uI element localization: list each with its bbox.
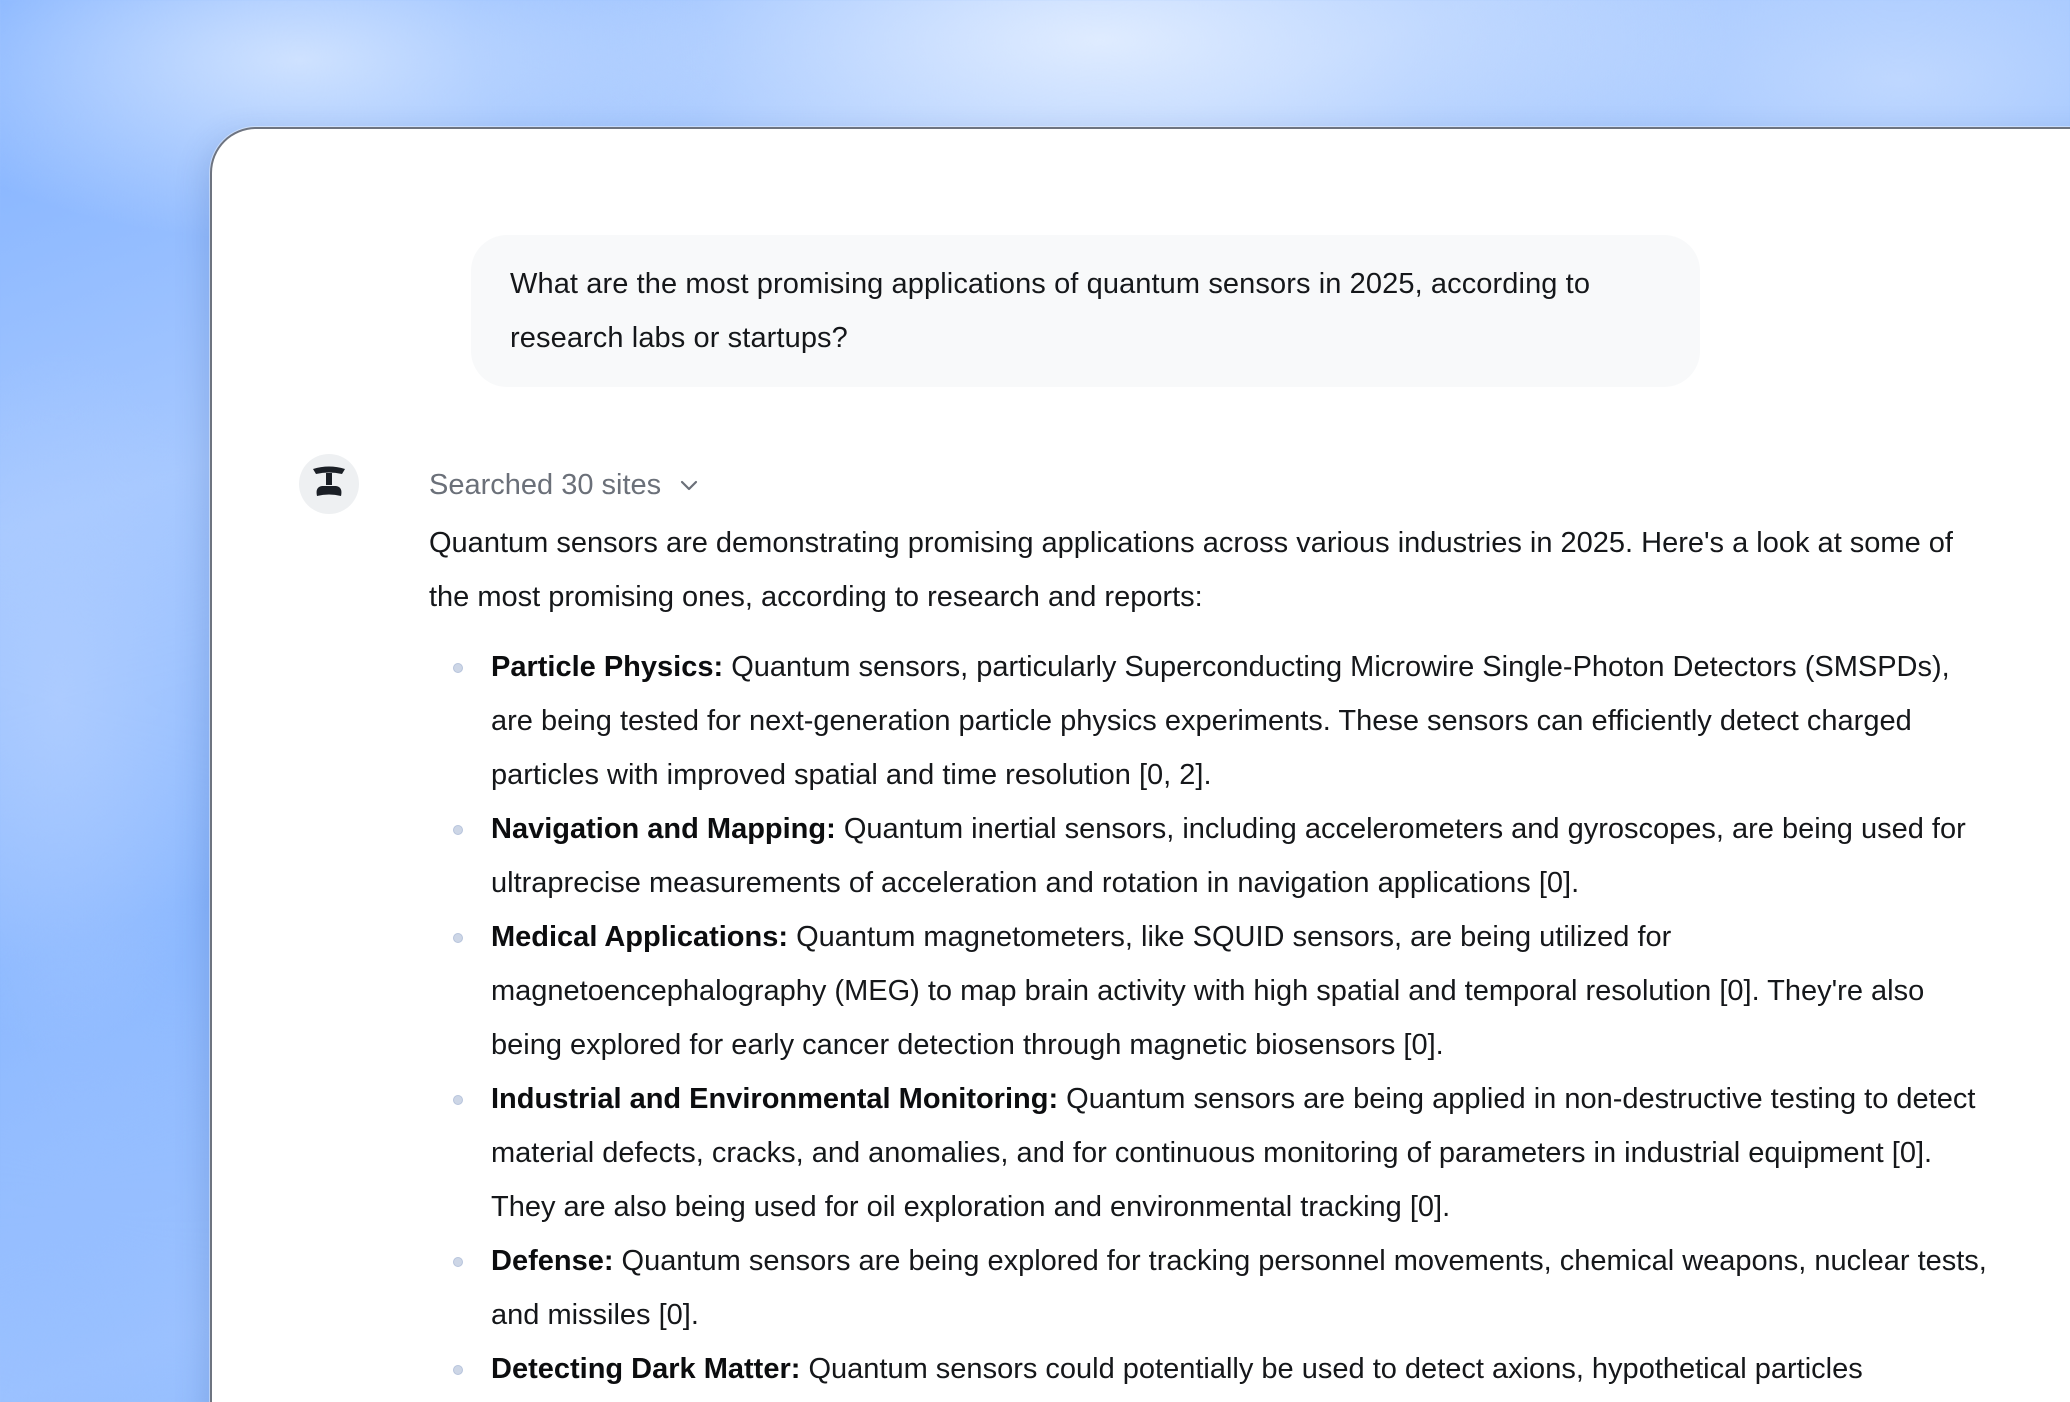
bullet-icon xyxy=(453,1257,463,1267)
assistant-logo-icon xyxy=(311,465,347,504)
searched-sites-label: Searched 30 sites xyxy=(429,468,662,501)
list-item xyxy=(429,802,1989,910)
item-text: Quantum sensors could potentially be used to detect axions, hypothetical particles xyxy=(800,1353,1863,1385)
item-title: Medical Applications: xyxy=(491,921,789,953)
user-message-text: What are the most promising applications of quantum sensors in 2025, according to research labs or startups? xyxy=(510,268,1591,354)
item-title: Navigation and Mapping: xyxy=(491,813,836,845)
item-title: Industrial and Environmental Monitoring: xyxy=(491,1083,1059,1115)
chat-window xyxy=(210,127,2070,1402)
assistant-content xyxy=(429,454,1989,1396)
assistant-avatar xyxy=(299,454,359,514)
user-message-bubble xyxy=(471,235,1700,387)
list-item xyxy=(429,1072,1989,1234)
list-item xyxy=(429,910,1989,1072)
list-item xyxy=(429,1234,1989,1342)
item-text: Quantum inertial sensors, including accelerometers and gyroscopes, are being used for ultraprecise measurements of acceleration and rotation in navigation applications [0]. xyxy=(491,813,1966,899)
item-title: Particle Physics: xyxy=(491,651,724,683)
bullet-icon xyxy=(453,1095,463,1105)
item-title: Defense: xyxy=(491,1245,614,1277)
bullet-icon xyxy=(453,933,463,943)
assistant-intro: Quantum sensors are demonstrating promising applications across various industries in 2025. Here's a look at some of the most promising ones, according to research and reports: xyxy=(429,527,1953,613)
item-text: Quantum sensors, particularly Superconducting Microwire Single-Photon Detectors (SMSPDs), are being tested for next-generation particle physics experiments. These sensors can efficiently detect charged particles with improved spatial and time resolution [0, 2]. xyxy=(491,651,1950,791)
chevron-down-icon xyxy=(677,473,701,497)
item-text: Quantum magnetometers, like SQUID sensors, are being utilized for magnetoencephalography (MEG) to map brain activity with high spatial and temporal resolution [0]. They're also being explored for early cancer detection through magnetic biosensors [0]. xyxy=(491,921,1925,1061)
bullet-icon xyxy=(453,663,463,673)
bullet-icon xyxy=(453,1365,463,1375)
searched-sites-toggle[interactable] xyxy=(429,454,1989,516)
item-text: Quantum sensors are being explored for tracking personnel movements, chemical weapons, nuclear tests, and missiles [0]. xyxy=(491,1245,1987,1331)
bullet-icon xyxy=(453,825,463,835)
applications-list xyxy=(429,640,1989,1396)
item-text: Quantum sensors are being applied in non-destructive testing to detect material defects, cracks, and anomalies, and for continuous monitoring of parameters in industrial equipment [0]. They are also being used for oil exploration and environmental tracking [0]. xyxy=(491,1083,1976,1223)
list-item xyxy=(429,640,1989,802)
list-item xyxy=(429,1342,1989,1396)
item-title: Detecting Dark Matter: xyxy=(491,1353,801,1385)
